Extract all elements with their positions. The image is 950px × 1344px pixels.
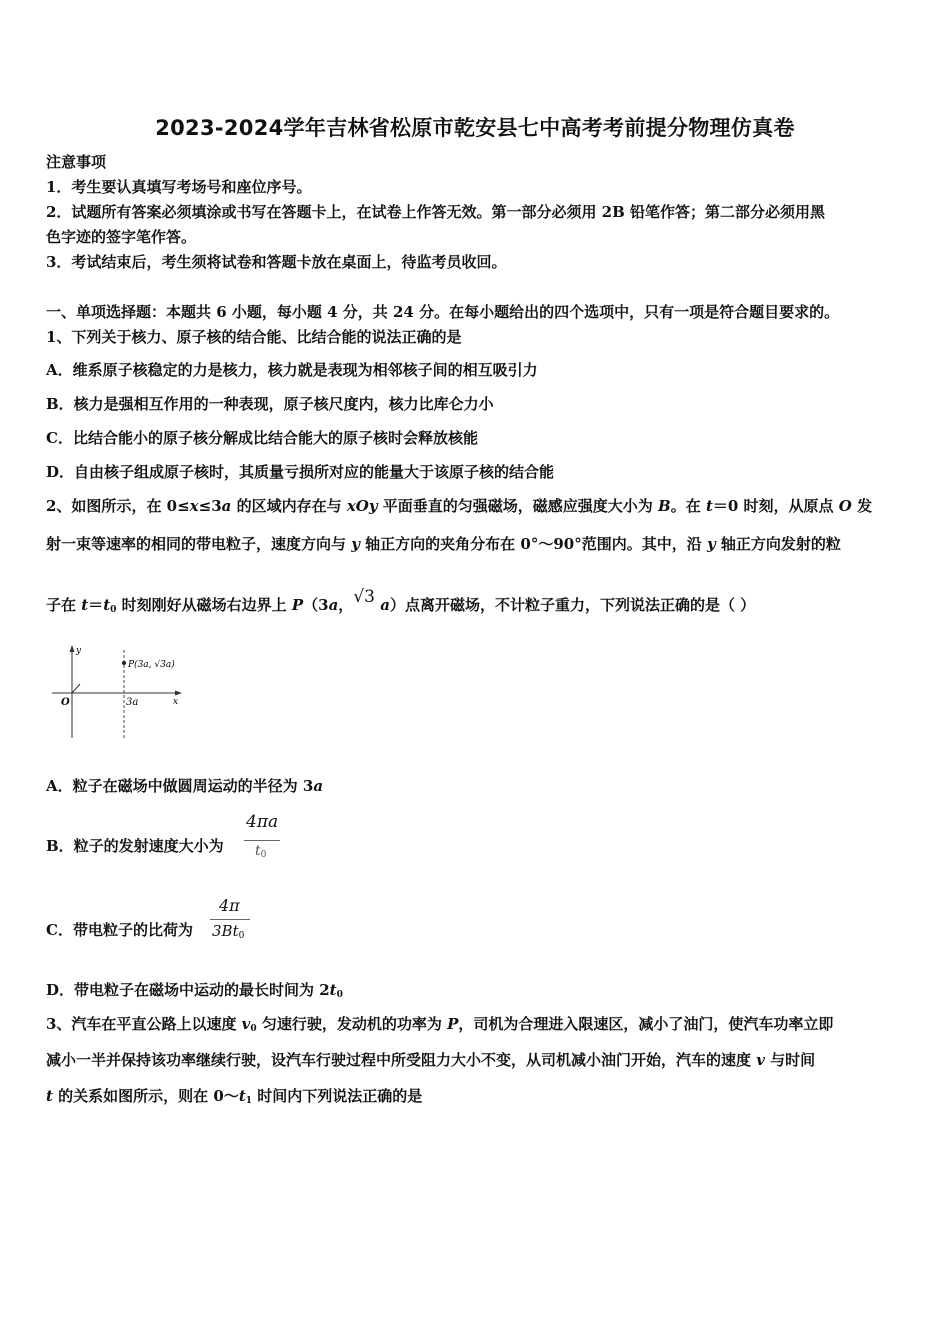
question-1-option-d: D．自由核子组成原子核时，其质量亏损所对应的能量大于该原子核的结合能 xyxy=(46,463,555,481)
sqrt-3: √3 xyxy=(353,587,375,607)
question-2-option-b: B．粒子的发射速度大小为 xyxy=(46,837,224,855)
boundary-label: 3a xyxy=(126,697,139,708)
x-axis-arrow xyxy=(175,691,182,696)
y-axis-arrow xyxy=(70,645,75,652)
point-p-label: P(3a, √3a) xyxy=(128,660,175,670)
x-axis-label: x xyxy=(173,697,179,707)
question-1-stem: 1、下列关于核力、原子核的结合能、比结合能的说法正确的是 xyxy=(46,328,462,346)
notice-heading: 注意事项 xyxy=(46,153,107,171)
fraction-numerator: 4πa xyxy=(246,812,279,832)
y-axis-label: y xyxy=(76,646,82,656)
question-3-stem-line-3: t 的关系如图所示，则在 $0\sim t_1$ 时间内下列说法正确的是 xyxy=(46,1087,423,1106)
question-3-stem-line-2: 减小一半并保持该功率继续行驶，设汽车行驶过程中所受阻力大小不变，从司机减小油门开始，汽车的速度 v 与时间 xyxy=(46,1051,816,1069)
notice-item: 3．考试结束后，考生须将试卷和答题卡放在桌面上，待监考员收回。 xyxy=(46,253,507,271)
question-1-option-a: A．维系原子核稳定的力是核力，核力就是表现为相邻核子间的相互吸引力 xyxy=(46,361,538,379)
fraction-bar xyxy=(244,840,280,841)
question-2-stem-line-3: 子在 $t=t_0$ 时刻刚好从磁场右边界上 P（3a，√3 a）点离开磁场，不计粒子重力，下列说法正确的是（ ） xyxy=(46,587,756,615)
fraction-numerator: 4π xyxy=(219,896,240,915)
point-p xyxy=(122,661,126,665)
question-2-option-a: A．粒子在磁场中做圆周运动的半径为 3a xyxy=(46,777,324,795)
fraction-denominator: $3Bt_0$ xyxy=(212,922,245,941)
notice-item: 色字迹的签字笔作答。 xyxy=(46,228,197,246)
notice-item: 1．考生要认真填写考场号和座位序号。 xyxy=(46,178,312,196)
question-1-option-c: C．比结合能小的原子核分解成比结合能大的原子核时会释放核能 xyxy=(46,429,478,447)
question-2-stem-line-1: 2、如图所示，在 0≤x≤3a 的区域内存在与 xOy 平面垂直的匀强磁场，磁感应强度大小为 B。在 t＝0 时刻，从原点 O 发 xyxy=(46,497,873,515)
notice-item: 2．试题所有答案必须填涂或书写在答题卡上，在试卷上作答无效。第一部分必须用 2B 铅笔作答；第二部分必须用黑 xyxy=(46,203,826,221)
question-2-option-d: D．带电粒子在磁场中运动的最长时间为 $2t_0$ xyxy=(46,981,343,1000)
question-2-figure xyxy=(48,642,188,742)
option-b-fraction xyxy=(244,810,280,862)
fraction-denominator: $t_0$ xyxy=(255,843,267,860)
question-2-option-c: C．带电粒子的比荷为 xyxy=(46,921,193,939)
section-heading: 一、单项选择题：本题共 6 小题，每小题 4 分，共 24 分。在每小题给出的四个选项中，只有一项是符合题目要求的。 xyxy=(46,303,840,321)
question-2-stem-line-2: 射一束等速率的相同的带电粒子，速度方向与 y 轴正方向的夹角分布在 0°～90°范围内。其中，沿 y 轴正方向发射的粒 xyxy=(46,535,841,553)
question-3-stem-line-1: 3、汽车在平直公路上以速度 $v_0$ 匀速行驶，发动机的功率为 P，司机为合理进入限速区，减小了油门，使汽车功率立即 xyxy=(46,1015,834,1034)
option-c-fraction xyxy=(210,894,250,946)
page-title: 2023-2024学年吉林省松原市乾安县七中高考考前提分物理仿真卷 xyxy=(155,116,795,140)
question-1-option-b: B．核力是强相互作用的一种表现，原子核尺度内，核力比库仑力小 xyxy=(46,395,494,413)
origin-label: O xyxy=(61,697,70,708)
velocity-arrow xyxy=(72,684,80,693)
fraction-bar xyxy=(210,919,250,920)
